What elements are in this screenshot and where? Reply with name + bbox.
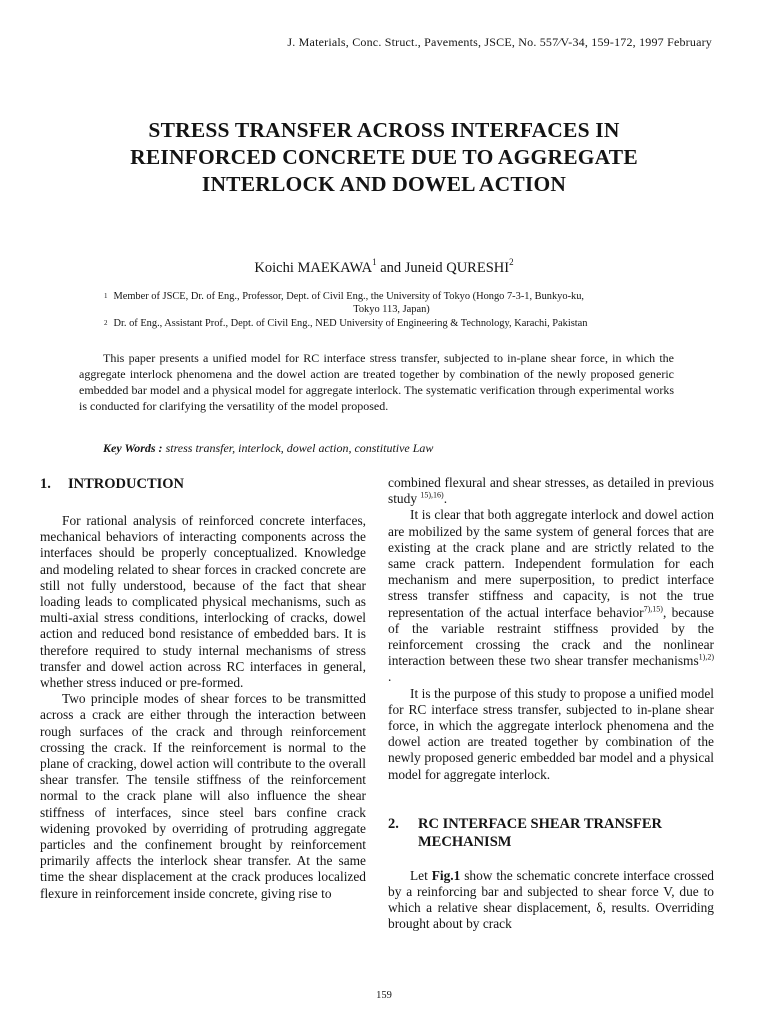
section-2-title: RC INTERFACE SHEAR TRANSFER MECHANISM xyxy=(418,815,662,850)
right-paragraph-1 xyxy=(388,475,714,507)
citation-1-2: 1),2) xyxy=(698,652,714,662)
journal-citation: J. Materials, Conc. Struct., Pavements, JSCE, No. 557∕V-34, 159-172, 1997 February xyxy=(287,35,712,49)
affiliations xyxy=(104,290,679,330)
section-2-number: 2. xyxy=(388,815,399,832)
title-line-3: INTERLOCK AND DOWEL ACTION xyxy=(201,172,567,196)
affiliation-1-mark: 1 xyxy=(104,292,108,300)
section-2-text: show the schematic concrete interface crossed by a reinforcing bar and subjected to shear force V, due to which a relative shear displacement, δ, results. Overriding brought about by crack xyxy=(388,867,714,932)
section-2-heading xyxy=(388,815,714,851)
keywords xyxy=(103,441,433,456)
section-1-title: INTRODUCTION xyxy=(68,476,185,492)
author-1-affiliation-mark: 1 xyxy=(372,257,377,267)
author-conjunction: and xyxy=(380,259,402,276)
right-paragraph-2 xyxy=(388,507,714,685)
right-column xyxy=(388,475,714,933)
section-2-intro: Let xyxy=(410,867,432,883)
keywords-values: stress transfer, interlock, dowel action, constitutive Law xyxy=(165,441,434,455)
section-2-paragraph xyxy=(388,868,714,933)
abstract-text: This paper presents a unified model for RC interface stress transfer, subjected to in-plane shear force, in which the aggregate interlock phenomena and the dowel action are treated together by combination of the newly proposed generic embedded bar model and a physical model for aggregate interlock. The systematic verification through experimental works is conducted for clarifying the versatility of the model proposed. xyxy=(79,351,674,413)
left-column xyxy=(40,475,366,902)
author-2-name: Juneid QURESHI xyxy=(404,259,510,276)
right-paragraph-2-end: . xyxy=(388,669,392,685)
author-line xyxy=(0,258,768,277)
affiliation-2-line-1: Dr. of Eng., Assistant Prof., Dept. of Civil Eng., NED University of Engineering & Technology, Karachi, Pakistan xyxy=(113,317,588,329)
citation-7-15: 7),15) xyxy=(643,604,663,614)
section-1-heading xyxy=(40,475,366,493)
author-1-name: Koichi MAEKAWA xyxy=(254,259,373,276)
keywords-label: Key Words : xyxy=(103,441,163,455)
figure-1-reference[interactable]: Fig.1 xyxy=(431,867,461,883)
author-2-affiliation-mark: 2 xyxy=(509,257,514,267)
affiliation-1 xyxy=(104,290,679,317)
right-paragraph-1-text: combined flexural and shear stresses, as detailed in previous study xyxy=(388,475,714,507)
right-paragraph-1-end: . xyxy=(443,491,448,507)
abstract xyxy=(79,350,674,414)
intro-paragraph-1: For rational analysis of reinforced concrete interfaces, mechanical behaviors of interacting components across the interfaces should be properly conceptualized. Knowledge and modeling related to shear forces in cracked concrete are still not fully understood, because of the fact that shear loading leads to complicated physical mechanisms, such as multi-axial stress conditions, interlocking of cracks, dowel action and reduced bond resistance of embedded bars. It is therefore required to study internal mechanisms of stress transfer and dowel action across RC interfaces in general, whether stress induced or pre-formed. xyxy=(40,513,366,691)
affiliation-2 xyxy=(104,317,679,330)
right-paragraph-2-text-b: , because of the variable restraint stiffness provided by the reinforcement crossing the crack and the nonlinear interaction between these two shear transfer mechanisms xyxy=(388,604,714,669)
affiliation-1-line-2: Tokyo 113, Japan) xyxy=(353,304,430,316)
section-1-number: 1. xyxy=(40,476,51,492)
intro-paragraph-2: Two principle modes of shear forces to be transmitted across a crack are either through the interaction between rough surfaces of the crack and through reinforcement crossing the crack. If the reinforcement is normal to the plane of cracking, dowel action will contribute to the overall shear transfer. The tensile stiffness of the reinforcement normal to the crack plane will also influence the shear stiffness of interfaces, since steel bars confine crack widening provoked by overriding of protruding aggregate particles and the confinement brought by reinforcement primarily affects the interlock shear transfer. At the same time the shear displacement at the crack produces localized flexure in reinforcement inside concrete, giving rise to xyxy=(40,691,366,901)
right-paragraph-3: It is the purpose of this study to propose a unified model for RC interface stress transfer, subjected to in-plane shear force, in which the aggregate interlock phenomena and the dowel action are treated together by combination of the newly proposed generic embedded bar model and a physical model for aggregate interlock. xyxy=(388,685,714,782)
affiliation-2-mark: 2 xyxy=(104,318,108,327)
citation-15-16: 15),16) xyxy=(420,490,444,500)
paper-title xyxy=(60,117,708,198)
title-line-1: STRESS TRANSFER ACROSS INTERFACES IN xyxy=(148,118,620,142)
affiliation-1-line-1: Member of JSCE, Dr. of Eng., Professor, Dept. of Civil Eng., the University of Tokyo (Hongo 7-3-1, Bunkyo-ku, xyxy=(113,291,585,302)
page-number: 159 xyxy=(376,990,392,1001)
title-line-2: REINFORCED CONCRETE DUE TO AGGREGATE xyxy=(130,145,638,169)
right-paragraph-2-text-a: It is clear that both aggregate interlock and dowel action are mobilized by the same system of general forces that are existing at the crack plane and are strictly related to the same crack pattern. Independent formulation for each mechanism and mere superposition, to predict interface stress transfer stiffness and capacity, is not the true representation of the actual interface behavior xyxy=(388,507,714,620)
